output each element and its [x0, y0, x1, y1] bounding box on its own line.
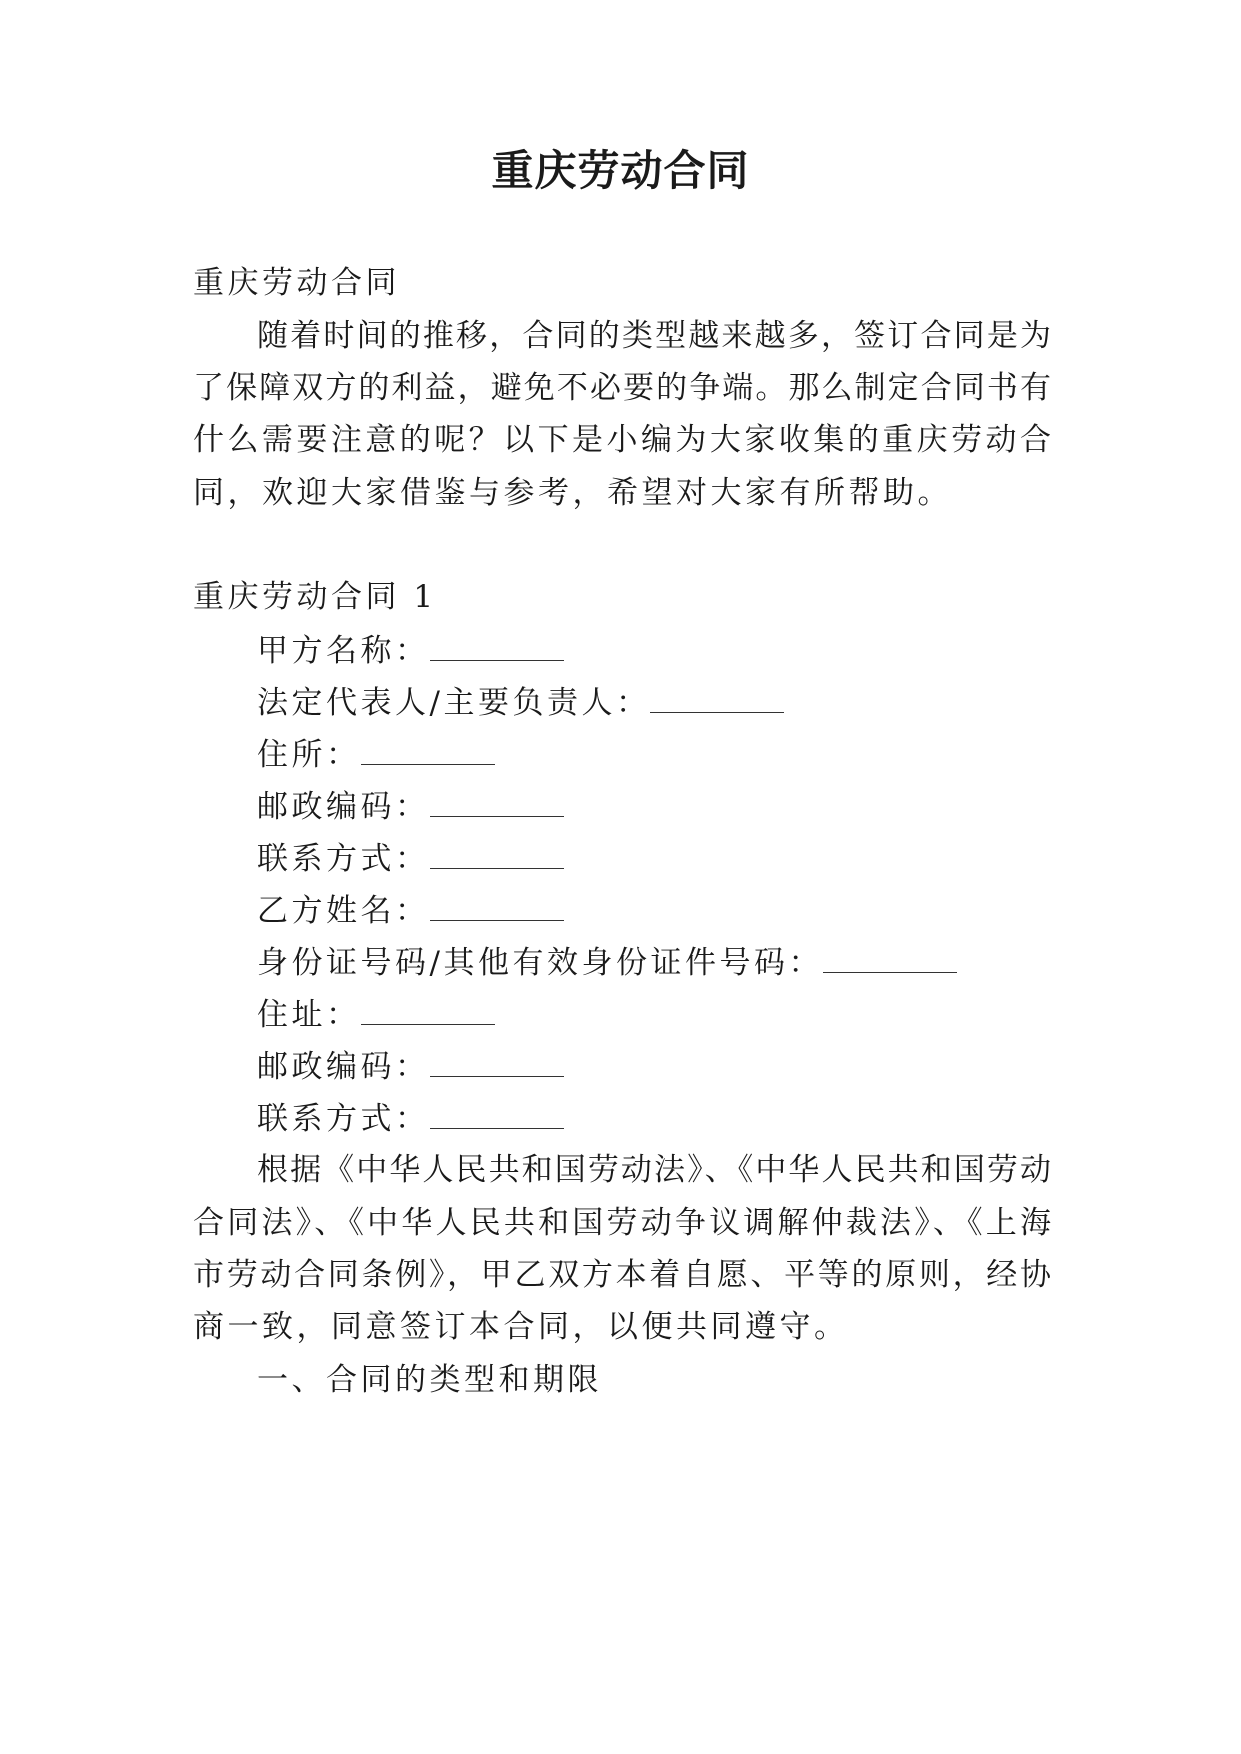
field-label: 邮政编码：	[257, 1049, 430, 1085]
form-field	[257, 946, 957, 979]
section-heading: 重庆劳动合同 1	[193, 579, 437, 615]
basis-paragraph-line: 合同法》、《中华人民共和国劳动争议调解仲裁法》、《上海	[193, 1205, 1051, 1241]
fill-in-blank	[361, 998, 495, 1025]
fill-in-blank	[823, 946, 957, 973]
basis-paragraph-line: 商一致，同意签订本合同，以便共同遵守。	[193, 1309, 849, 1345]
form-field	[257, 842, 564, 875]
intro-paragraph-line: 同，欢迎大家借鉴与参考，希望对大家有所帮助。	[193, 475, 952, 511]
fill-in-blank	[430, 1102, 564, 1129]
form-field	[257, 894, 564, 927]
fill-in-blank	[361, 738, 495, 765]
form-field	[257, 1102, 564, 1135]
field-label: 住所：	[257, 737, 361, 773]
fill-in-blank	[430, 1050, 564, 1077]
intro-heading: 重庆劳动合同	[193, 265, 400, 301]
fill-in-blank	[430, 634, 564, 661]
intro-paragraph-line: 什么需要注意的呢？以下是小编为大家收集的重庆劳动合	[193, 422, 1051, 458]
field-label: 身份证号码/其他有效身份证件号码：	[257, 945, 823, 981]
basis-paragraph-line: 市劳动合同条例》，甲乙双方本着自愿、平等的原则，经协	[193, 1257, 1051, 1293]
field-label: 乙方姓名：	[257, 893, 430, 929]
field-label: 联系方式：	[257, 1101, 430, 1137]
form-field	[257, 686, 784, 719]
field-label: 甲方名称：	[257, 633, 430, 669]
fill-in-blank	[650, 686, 784, 713]
document-title: 重庆劳动合同	[491, 146, 750, 195]
clause-heading: 一、合同的类型和期限	[257, 1362, 602, 1398]
field-label: 住址：	[257, 997, 361, 1033]
fill-in-blank	[430, 790, 564, 817]
form-field	[257, 738, 495, 771]
fill-in-blank	[430, 894, 564, 921]
field-label: 联系方式：	[257, 841, 430, 877]
field-label: 法定代表人/主要负责人：	[257, 685, 651, 721]
form-field	[257, 634, 564, 667]
intro-paragraph-line: 了保障双方的利益，避免不必要的争端。那么制定合同书有	[193, 370, 1051, 406]
fill-in-blank	[430, 842, 564, 869]
form-field	[257, 1050, 564, 1083]
form-field	[257, 998, 495, 1031]
field-label: 邮政编码：	[257, 789, 430, 825]
intro-paragraph-line: 随着时间的推移，合同的类型越来越多，签订合同是为	[257, 318, 1051, 354]
basis-paragraph-line: 根据《中华人民共和国劳动法》、《中华人民共和国劳动	[257, 1152, 1051, 1188]
form-field	[257, 790, 564, 823]
